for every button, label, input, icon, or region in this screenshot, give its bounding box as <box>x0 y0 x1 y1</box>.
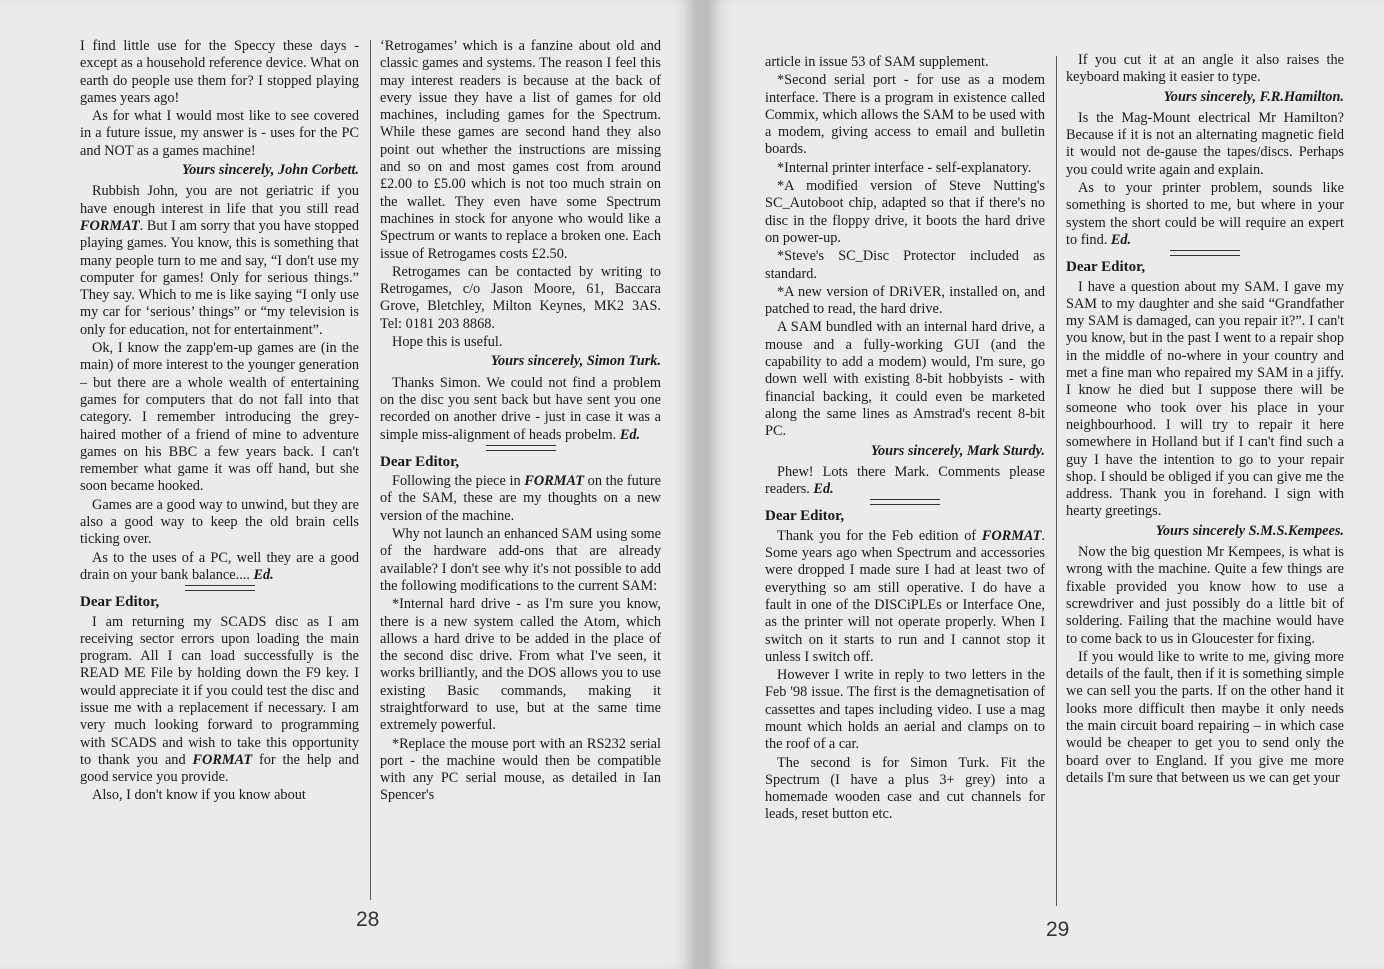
paragraph: *A modified version of Steve Nutting's SC_Autoboot chip, adapted so that if there's no disc in the floppy drive, it boots the hard drive on power-up. <box>765 178 1045 246</box>
column-2 <box>380 38 661 806</box>
paragraph: Following the piece in FORMAT on the future of the SAM, these are my thoughts on a new version of the machine. <box>380 473 661 524</box>
paragraph: *Internal printer interface - self-explanatory. <box>777 159 1032 176</box>
paragraph: A SAM bundled with an internal hard drive, a mouse and a fully-working GUI (and the capability to add a modem) would, I'm sure, go down well with existing 8-bit hobbyists - with financial backing, it could even be marketed along the same lines as Amstrad's recent 8-bit PC. <box>765 319 1045 440</box>
separator-rule <box>1170 250 1240 256</box>
column-divider <box>370 40 371 900</box>
paragraph: Ok, I know the zapp'em-up games are (in the main) of more interest to the younger generation – but there are a whole wealth of entertaining games for computers that do not fall into that category. I remember introducing the grey-haired mother of a friend of mine to adventure games on his BBC a few years back. I can't remember what game it was off hand, but she soon became hooked. <box>80 340 359 495</box>
letter-salutation: Dear Editor, <box>80 594 160 611</box>
paragraph: ‘Retrogames’ which is a fanzine about old and classic games and systems. The reason I feel this may interest readers is because at the back of every issue they have a list of games for old machines, including games for the Spectrum. While these games are second hand they also point out whether the instructions are missing and so on and most games cost from around £2.00 to £5.00 which is not too much strain on the wallet. They even have some Spectrum machines in stock for anyone who would like a Spectrum or wants to replace a broken one. Each issue of Retrogames costs £2.50. <box>380 38 661 262</box>
paragraph: article in issue 53 of SAM supplement. <box>765 54 989 70</box>
letter-salutation: Dear Editor, <box>1066 259 1146 276</box>
paragraph: Rubbish John, you are not geriatric if you have enough interest in life that you still read FORMAT. But I am sorry that you have stopped playing games. You know, this is something that many people turn to me and say, “I don't use my computer for games! Only for serious things.” They say. Which to me is like saying “I only use my car for ‘serious’ things” or “my television is only for education, not for entertainment”. <box>80 183 359 338</box>
paragraph: Hope this is useful. <box>392 334 503 351</box>
paragraph: If you cut it at an angle it also raises the keyboard making it easier to type. <box>1066 52 1344 86</box>
paragraph: I have a question about my SAM. I gave my SAM to my daughter and she said “Grandfather my SAM is damaged, can you repair it?”. I can't you know, but in the past I went to a repair shop in the middle of no-where in your country and met a fine man who repaired my SAM in a jiffy. I know he died but I suppose there will be someone who took over his place in your neighbourhood. I will try to repair it here somewhere in Holland but if I can't find such a guy I have the intention to go to your repair shop. I should be obliged if you can give me the address. Thank you in forehand. I sign with hearty greetings. <box>1066 278 1344 520</box>
column-3 <box>765 54 1045 825</box>
letter-signature: Yours sincerely S.M.S.Kempees. <box>1155 522 1344 539</box>
book-gutter <box>696 0 708 969</box>
paragraph: As to your printer problem, sounds like something is shorted to me, but where in your system the short could be will require an expert to find. Ed. <box>1066 180 1344 248</box>
letter-signature: Yours sincerely, F.R.Hamilton. <box>1163 88 1344 105</box>
paragraph: If you would like to write to me, giving more details of the fault, then if it is something simple we can sell you the parts. If on the other hand it looks more difficult then maybe it only needs the main circuit board repairing – in which case would be cheaper to get you to send only the board over to England. If you give me more details I'm sure that between us we can get your <box>1066 648 1344 786</box>
paragraph: As to the uses of a PC, well they are a good drain on your bank balance.... Ed. <box>80 549 359 583</box>
paragraph: Why not launch an enhanced SAM using some of the hardware add-ons that are already available? I don't see why it's not possible to add the following modifications to the current SAM: <box>380 526 661 594</box>
paragraph: I am returning my SCADS disc as I am receiving sector errors upon loading the main program. All I can load successfully is the READ ME File by holding down the F9 key. I would appreciate it if you could test the disc and issue me with a replacement if necessary. I am very much looking forward to programming with SCADS and wish to take this opportunity to thank you and FORMAT for the help and good service you provide. <box>80 613 359 786</box>
paragraph: *Replace the mouse port with an RS232 serial port - the machine would then be compatible with any PC serial mouse, as detailed in Ian Spencer's <box>380 735 661 804</box>
letter-salutation: Dear Editor, <box>380 453 460 470</box>
letter-salutation: Dear Editor, <box>765 508 845 525</box>
separator-rule <box>185 585 255 591</box>
paragraph: Is the Mag-Mount electrical Mr Hamilton? Because if it is not an alternating magnetic field it would not de-gause the tapes/discs. Perhaps you could write again and explain. <box>1066 109 1344 178</box>
page-number: 29 <box>1046 918 1070 941</box>
paragraph: As for what I would most like to see covered in a future issue, my answer is - uses for the PC and NOT as a games machine! <box>80 108 359 159</box>
paragraph: *Internal hard drive - as I'm sure you know, there is a new system called the Atom, which allows a hard drive to be added in the place of the second disc drive. From what I've seen, it works brilliantly, and the DOS allows you to use existing Basic commands, making it straightforward to use, but at the same time extremely powerful. <box>380 596 661 734</box>
paragraph: Thank you for the Feb edition of FORMAT. Some years ago when Spectrum and accessories were dropped I made sure I had at least two of everything so am still operative. I do have a fault in one of the DISCiPLEs or Interface One, as the printer will not operate properly. When I switch on it starts to run and I cannot stop it unless I switch off. <box>765 527 1045 665</box>
separator-rule <box>486 445 556 451</box>
paragraph: Now the big question Mr Kempees, is what is wrong with the machine. Quite a few things are fixable provided you know how to use a screwdriver and just possibly do a little bit of soldering. Failing that the machine would have to come back to us in Gloucester for fixing. <box>1066 544 1344 647</box>
letter-signature: Yours sincerely, Mark Sturdy. <box>870 442 1045 459</box>
letter-signature: Yours sincerely, John Corbett. <box>181 162 359 179</box>
paragraph: *Second serial port - for use as a modem interface. There is a program in existence called Commix, which allows the SAM to be used with a modem, giving access to email and bulletin boards. <box>765 72 1045 158</box>
paragraph: Retrogames can be contacted by writing to Retrogames, c/o Jason Moore, 61, Baccara Grove, Bletchley, Milton Keynes, MK2 3AS. Tel: 0181 203 8868. <box>380 263 661 332</box>
paragraph: The second is for Simon Turk. Fit the Spectrum (I have a plus 3+ grey) into a homemade wooden case and cut channels for leads, reset button etc. <box>765 754 1045 823</box>
column-1 <box>80 38 359 806</box>
paragraph: However I write in reply to two letters in the Feb '98 issue. The first is the demagnetisation of cassettes and tapes including video. I use a mag mount which holds an aerial and clamps on to the roof of a car. <box>765 667 1045 753</box>
paragraph: *A new version of DRiVER, installed on, and patched to read, the hard drive. <box>765 283 1045 318</box>
column-4 <box>1066 52 1344 788</box>
paragraph: I find little use for the Speccy these days - except as a household reference device. What on earth do people use them for? I stopped playing games years ago! <box>80 38 359 106</box>
paragraph: Also, I don't know if you know about <box>92 787 306 804</box>
paragraph: *Steve's SC_Disc Protector included as standard. <box>765 248 1045 282</box>
paragraph: Games are a good way to unwind, but they are also a good way to keep the old brain cells ticking over. <box>80 496 359 548</box>
paragraph: Phew! Lots there Mark. Comments please readers. Ed. <box>765 463 1045 498</box>
paragraph: Thanks Simon. We could not find a problem on the disc you sent back but have sent you one recorded on another drive - just in case it was a simple miss-alignment of heads probelm. Ed. <box>380 374 661 443</box>
separator-rule <box>870 499 940 505</box>
page-number: 28 <box>356 908 380 931</box>
column-divider <box>1056 56 1057 906</box>
letter-signature: Yours sincerely, Simon Turk. <box>490 353 661 370</box>
